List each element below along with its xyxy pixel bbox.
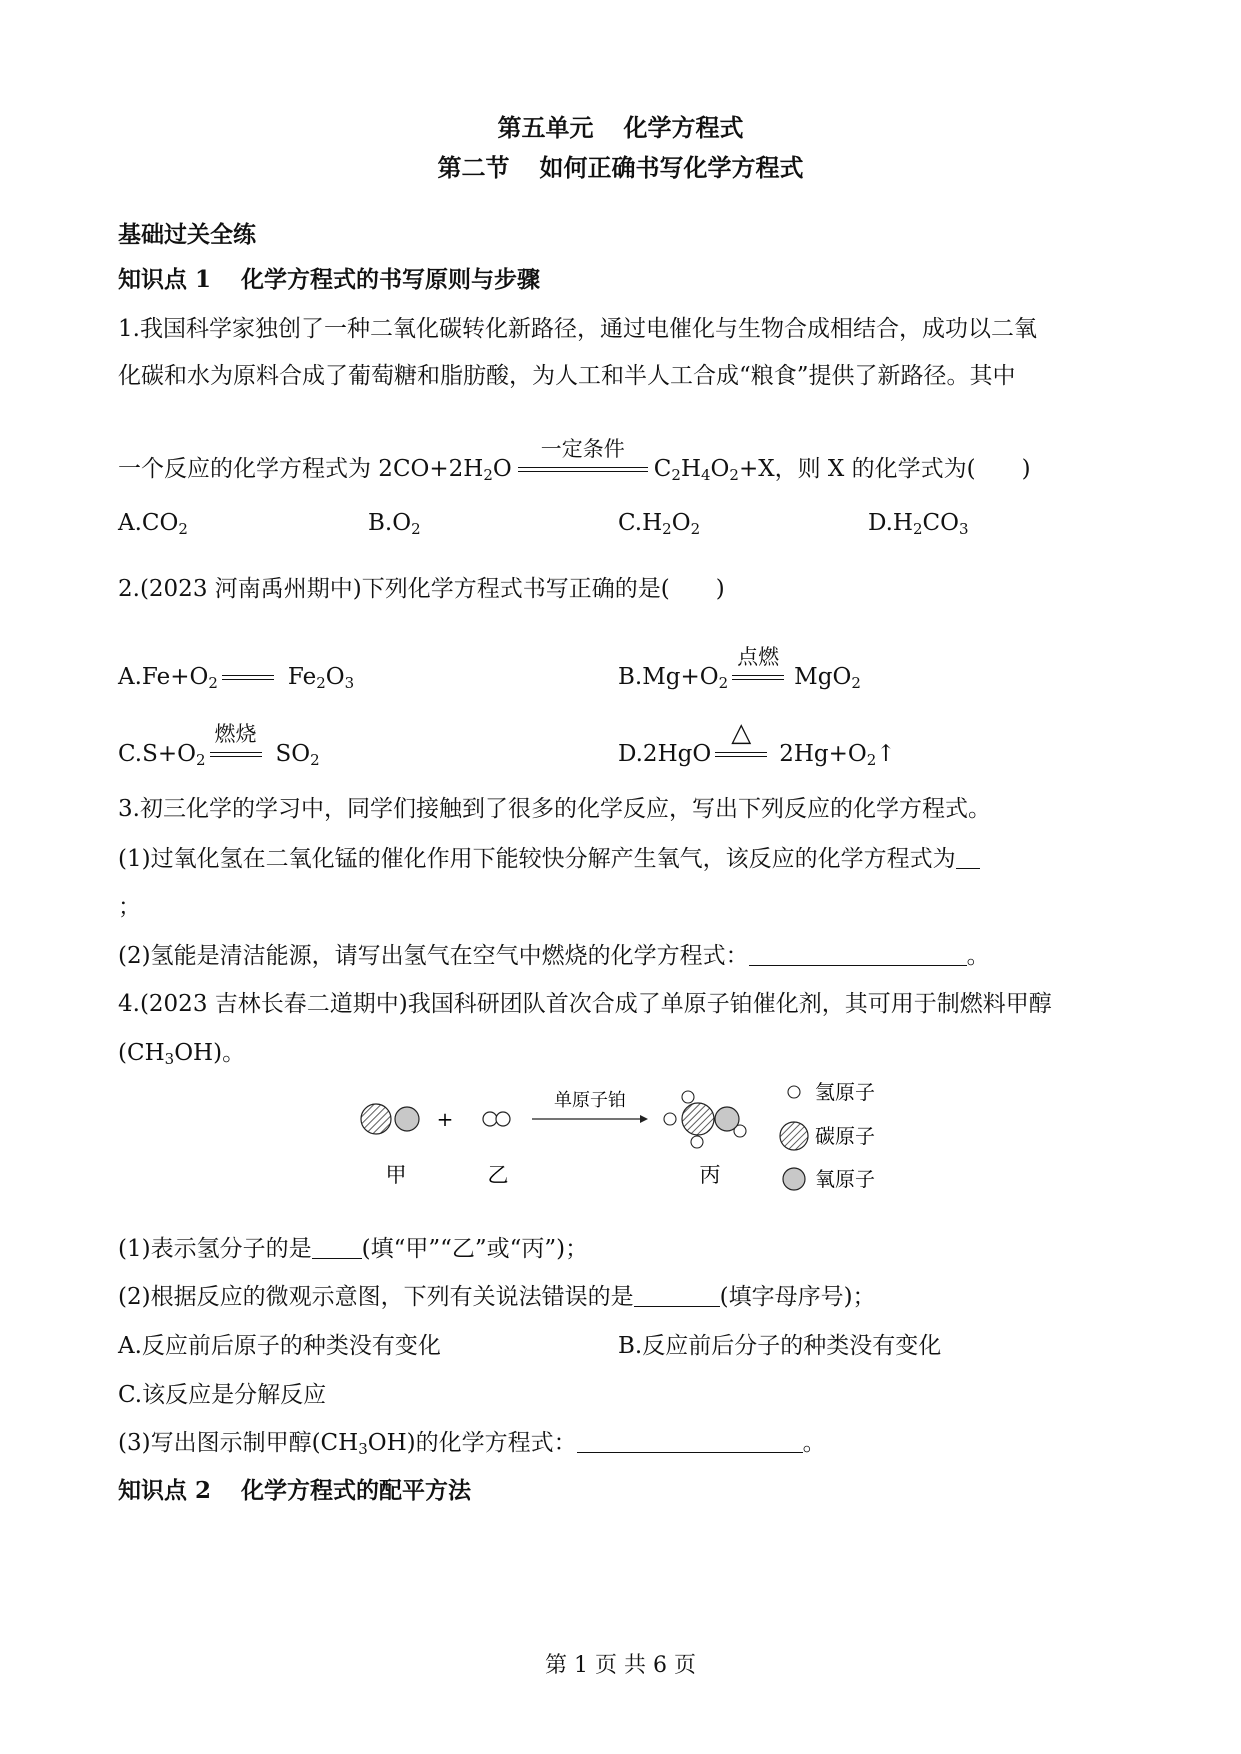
section-number: 第二节 [437,153,510,182]
kp2-name: 化学方程式的配平方法 [241,1477,472,1504]
q4-option-b: B.反应前后分子的种类没有变化 [618,1333,942,1359]
q4-part-1: (1)表示氢分子的是 (填“甲”“乙”或“丙”)； [118,1236,589,1262]
label-bing: 丙 [699,1163,721,1187]
q2c-equals-sign [210,722,262,757]
unit-title [0,108,1241,143]
legend [780,1080,875,1191]
unit-number: 第五单元 [497,113,594,142]
molecule-bing [664,1091,746,1148]
q1-line-2: 化碳和水为原料合成了葡萄糖和脂肪酸，为人工和半人工合成“粮食”提供了新路径。其中 [118,363,1016,389]
kp1-name: 化学方程式的书写原则与步骤 [241,266,541,293]
q2-option-c: $C.S+O_2$ 燃烧 $SO_2$ [118,741,320,767]
q2c-condition: 燃烧 [214,722,257,746]
q3-part-1: (1)过氧化氢在二氧化锰的催化作用下能较快分解产生氧气，该反应的化学方程式为 [118,840,980,873]
label-jia: 甲 [385,1163,407,1187]
q4-option-a: A.反应前后原子的种类没有变化 [118,1333,441,1359]
q1-line-1: 1.我国科学家独创了一种二氧化碳转化新路径，通过电催化与生物合成相结合，成功以二氧 [118,316,1037,342]
catalyst-label: 单原子铂 [554,1090,626,1111]
q2d-condition: △ [731,718,752,748]
q2b-condition: 点燃 [737,645,780,669]
kp2-label: 知识点 2 [118,1477,212,1504]
reaction-diagram [340,1060,940,1200]
knowledge-point-2 [118,1472,471,1505]
q3-part-2: (2)氢能是清洁能源，请写出氢气在空气中燃烧的化学方程式： 。 [118,943,990,969]
q4-p3-answer-blank[interactable] [577,1430,803,1453]
q4-part-2: (2)根据反应的微观示意图，下列有关说法错误的是 (填字母序号)； [118,1284,876,1310]
q4-line-2: $(CH_3OH)$。 [118,1040,246,1068]
q4-part-3: (3)写出图示制甲醇$(CH_3OH)$的化学方程式： 。 [118,1430,826,1458]
label-yi: 乙 [487,1163,509,1187]
kp1-label: 知识点 1 [118,266,212,293]
legend-oxygen: 氧原子 [815,1167,875,1191]
q1-option-b: $B.O_2$ [368,510,421,538]
legend-carbon: 碳原子 [815,1124,875,1148]
q3-stem: 3.初三化学的学习中，同学们接触到了很多的化学反应，写出下列反应的化学方程式。 [118,796,991,822]
q1-option-a: $A.CO_2$ [118,510,188,538]
q3-p1-answer-blank[interactable] [956,846,980,869]
q4-line-1: 4.(2023 吉林长春二道期中)我国科研团队首次合成了单原子铂催化剂，其可用于制燃料甲醇 [118,991,1052,1017]
molecule-jia [361,1104,419,1134]
section-name: 如何正确书写化学方程式 [539,153,804,182]
q1-equation-line: 一个反应的化学方程式为 $2CO+2H_2O$ 一定条件 $C_2H_4O_2+X$，则 X 的化学式为( ) [118,450,1031,483]
unit-name: 化学方程式 [623,113,744,142]
q2d-equals-sign [715,718,767,757]
reaction-arrow [532,1115,648,1123]
molecule-yi [483,1112,510,1126]
q4-option-c: C.该反应是分解反应 [118,1382,327,1408]
section-title [0,148,1241,183]
q2-stem: 2.(2023 河南禹州期中)下列化学方程式书写正确的是( ) [118,576,725,602]
q1-option-c: $C.H_2O_2$ [618,510,701,538]
q2-option-a: $A.Fe+O_2$ $Fe_2O_3$ [118,664,355,692]
q2b-equals-sign [732,645,784,680]
q4-p2-answer-blank[interactable] [634,1284,720,1307]
q1-option-d: $D.H_2CO_3$ [868,510,969,538]
q3-part-1-end: ； [118,894,141,920]
q2a-equals-sign [222,675,274,680]
practice-heading: 基础过关全练 [118,221,256,248]
page-footer: 第 1 页 共 6 页 [545,1653,696,1678]
q4-p1-answer-blank[interactable] [312,1236,362,1259]
knowledge-point-1 [118,261,540,294]
legend-hydrogen: 氢原子 [815,1080,875,1104]
q2-option-b: $B.Mg+O_2$ 点燃 MgO$_2$ [618,664,861,690]
q1-condition: 一定条件 [540,437,625,461]
q3-p2-answer-blank[interactable] [749,943,967,966]
q2-option-d: D.2HgO △ $2Hg+O_2↑$ [618,718,896,769]
plus-sign: + [436,1107,454,1131]
q1-equals-sign [518,437,648,472]
